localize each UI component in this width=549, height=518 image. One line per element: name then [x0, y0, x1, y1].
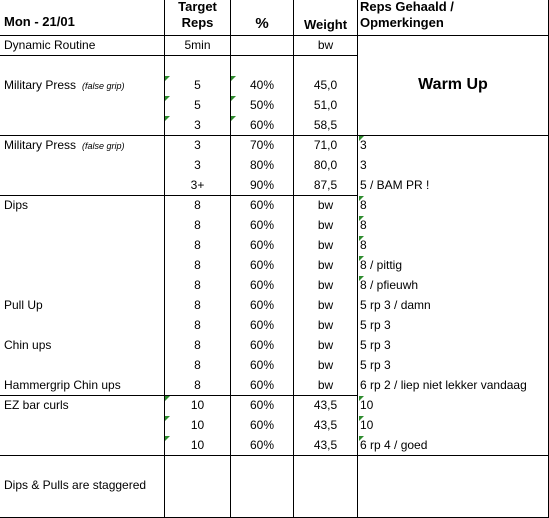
grid-line: [0, 135, 549, 136]
cell-marker-icon: [231, 76, 236, 81]
target-reps-cell: 8: [194, 198, 201, 212]
weight-cell: bw: [317, 198, 334, 212]
remarks-cell: 8: [360, 238, 367, 252]
exercise-cell: [4, 135, 164, 156]
target-reps-cell: 10: [190, 398, 205, 412]
weight-cell: bw: [317, 238, 334, 252]
exercise-cell: [4, 455, 164, 476]
exercise-name: Military Press: [4, 138, 77, 152]
weight-cell: 45,0: [313, 78, 338, 92]
exercise-cell: [4, 35, 164, 56]
exercise-note: (false grip): [82, 141, 125, 151]
target-reps-cell: 8: [194, 318, 201, 332]
cell-marker-icon: [359, 256, 364, 261]
exercise-cell: [4, 395, 164, 416]
exercise-cell: [4, 475, 164, 496]
remarks-cell: 3: [360, 138, 367, 152]
weight-cell: bw: [317, 318, 334, 332]
target-reps-cell: 3+: [190, 178, 205, 192]
percent-cell: 60%: [249, 198, 275, 212]
cell-marker-icon: [165, 436, 170, 441]
exercise-cell: [4, 275, 164, 296]
percent-cell: 60%: [249, 398, 275, 412]
exercise-name: Chin ups: [4, 338, 52, 352]
cell-marker-icon: [231, 96, 236, 101]
cell-marker-icon: [165, 96, 170, 101]
remarks-header-line1: Reps Gehaald /: [360, 0, 454, 14]
exercise-cell: [4, 435, 164, 456]
exercise-name: Hammergrip Chin ups: [4, 378, 121, 392]
weight-cell: 87,5: [313, 178, 338, 192]
date-title: Mon - 21/01: [4, 14, 75, 29]
warm-up-label: Warm Up: [418, 76, 488, 93]
exercise-cell: [4, 295, 164, 316]
remarks-cell: 8: [360, 218, 367, 232]
remarks-cell: 10: [360, 398, 374, 412]
percent-cell: 60%: [249, 298, 275, 312]
target-reps-cell: 8: [194, 298, 201, 312]
target-reps-cell: 8: [194, 238, 201, 252]
exercise-cell: [4, 215, 164, 236]
target-reps-cell: 3: [194, 158, 201, 172]
exercise-cell: [4, 75, 164, 96]
exercise-cell: [4, 175, 164, 196]
remarks-cell: 5 rp 3: [360, 358, 391, 372]
exercise-name: Military Press: [4, 78, 77, 92]
cell-marker-icon: [359, 396, 364, 401]
remarks-cell: 6 rp 4 / goed: [360, 438, 428, 452]
target-reps-cell: 3: [194, 118, 201, 132]
exercise-cell: [4, 55, 164, 76]
target-reps-cell: 8: [194, 358, 201, 372]
cell-marker-icon: [165, 416, 170, 421]
cell-marker-icon: [359, 436, 364, 441]
percent-cell: 60%: [249, 338, 275, 352]
target-reps-cell: 8: [194, 278, 201, 292]
percent-header: %: [255, 15, 269, 32]
weight-cell: 58,5: [313, 118, 338, 132]
grid-line: [0, 395, 357, 396]
percent-cell: 60%: [249, 438, 275, 452]
exercise-note: (false grip): [82, 81, 125, 91]
cell-marker-icon: [231, 116, 236, 121]
weight-cell: bw: [317, 298, 334, 312]
remarks-cell: 5 rp 3 / damn: [360, 298, 431, 312]
weight-cell: bw: [317, 338, 334, 352]
weight-cell: 43,5: [313, 418, 338, 432]
exercise-name: Dips: [4, 198, 29, 212]
exercise-cell: [4, 95, 164, 116]
target-reps-cell: 5min: [184, 38, 211, 52]
percent-cell: 60%: [249, 318, 275, 332]
grid-line: [164, 0, 165, 518]
exercise-name: Dips & Pulls are staggered: [4, 478, 147, 492]
target-reps-cell: 8: [194, 378, 201, 392]
grid-line: [230, 0, 231, 518]
percent-cell: 60%: [249, 218, 275, 232]
target-reps-cell: 8: [194, 218, 201, 232]
remarks-cell: 8 / pfieuwh: [360, 278, 419, 292]
grid-line: [293, 0, 294, 518]
target-reps-cell: 8: [194, 338, 201, 352]
percent-cell: 50%: [249, 98, 275, 112]
grid-line: [0, 195, 357, 196]
remarks-cell: 5 rp 3: [360, 338, 391, 352]
weight-cell: bw: [317, 278, 334, 292]
cell-marker-icon: [165, 116, 170, 121]
target-reps-cell: 10: [190, 418, 205, 432]
exercise-cell: [4, 415, 164, 436]
remarks-cell: 8 / pittig: [360, 258, 403, 272]
grid-line: [357, 0, 358, 518]
percent-cell: 70%: [249, 138, 275, 152]
percent-cell: 60%: [249, 358, 275, 372]
remarks-cell: 8: [360, 198, 367, 212]
grid-line: [0, 455, 549, 456]
cell-marker-icon: [359, 416, 364, 421]
weight-cell: bw: [317, 378, 334, 392]
cell-marker-icon: [359, 276, 364, 281]
exercise-cell: [4, 355, 164, 376]
target-reps-cell: 10: [190, 438, 205, 452]
exercise-name: EZ bar curls: [4, 398, 69, 412]
weight-cell: bw: [317, 358, 334, 372]
target-reps-cell: 5: [194, 78, 201, 92]
cell-marker-icon: [165, 396, 170, 401]
remarks-cell: 5 / BAM PR !: [360, 178, 430, 192]
exercise-cell: [4, 375, 164, 396]
exercise-name: Dynamic Routine: [4, 38, 96, 52]
exercise-cell: [4, 155, 164, 176]
percent-cell: 90%: [249, 178, 275, 192]
target-reps-header-line1: Target: [178, 0, 217, 14]
grid-line: [0, 35, 549, 36]
cell-marker-icon: [165, 76, 170, 81]
cell-marker-icon: [359, 136, 364, 141]
remarks-header-line2: Opmerkingen: [360, 15, 444, 30]
percent-cell: 40%: [249, 78, 275, 92]
percent-cell: 60%: [249, 278, 275, 292]
target-reps-header-line2: Reps: [181, 15, 214, 30]
exercise-cell: [4, 255, 164, 276]
exercise-cell: [4, 195, 164, 216]
exercise-cell: [4, 235, 164, 256]
target-reps-cell: 8: [194, 258, 201, 272]
weight-header: Weight: [303, 17, 348, 32]
cell-marker-icon: [359, 236, 364, 241]
exercise-name: Pull Up: [4, 298, 43, 312]
target-reps-cell: 3: [194, 138, 201, 152]
percent-cell: 60%: [249, 378, 275, 392]
weight-cell: bw: [317, 258, 334, 272]
remarks-cell: 3: [360, 158, 367, 172]
percent-cell: 60%: [249, 418, 275, 432]
percent-cell: 60%: [249, 238, 275, 252]
percent-cell: 60%: [249, 118, 275, 132]
exercise-cell: [4, 115, 164, 136]
weight-cell: 71,0: [313, 138, 338, 152]
cell-marker-icon: [359, 216, 364, 221]
exercise-cell: [4, 315, 164, 336]
remarks-cell: 10: [360, 418, 374, 432]
weight-cell: bw: [317, 38, 334, 52]
remarks-cell: 5 rp 3: [360, 318, 391, 332]
percent-cell: 60%: [249, 258, 275, 272]
remarks-cell: 6 rp 2 / liep niet lekker vandaag: [360, 378, 527, 392]
weight-cell: bw: [317, 218, 334, 232]
weight-cell: 80,0: [313, 158, 338, 172]
exercise-cell: [4, 335, 164, 356]
cell-marker-icon: [359, 196, 364, 201]
grid-line: [0, 55, 357, 56]
weight-cell: 51,0: [313, 98, 338, 112]
percent-cell: 80%: [249, 158, 275, 172]
target-reps-cell: 5: [194, 98, 201, 112]
weight-cell: 43,5: [313, 398, 338, 412]
weight-cell: 43,5: [313, 438, 338, 452]
